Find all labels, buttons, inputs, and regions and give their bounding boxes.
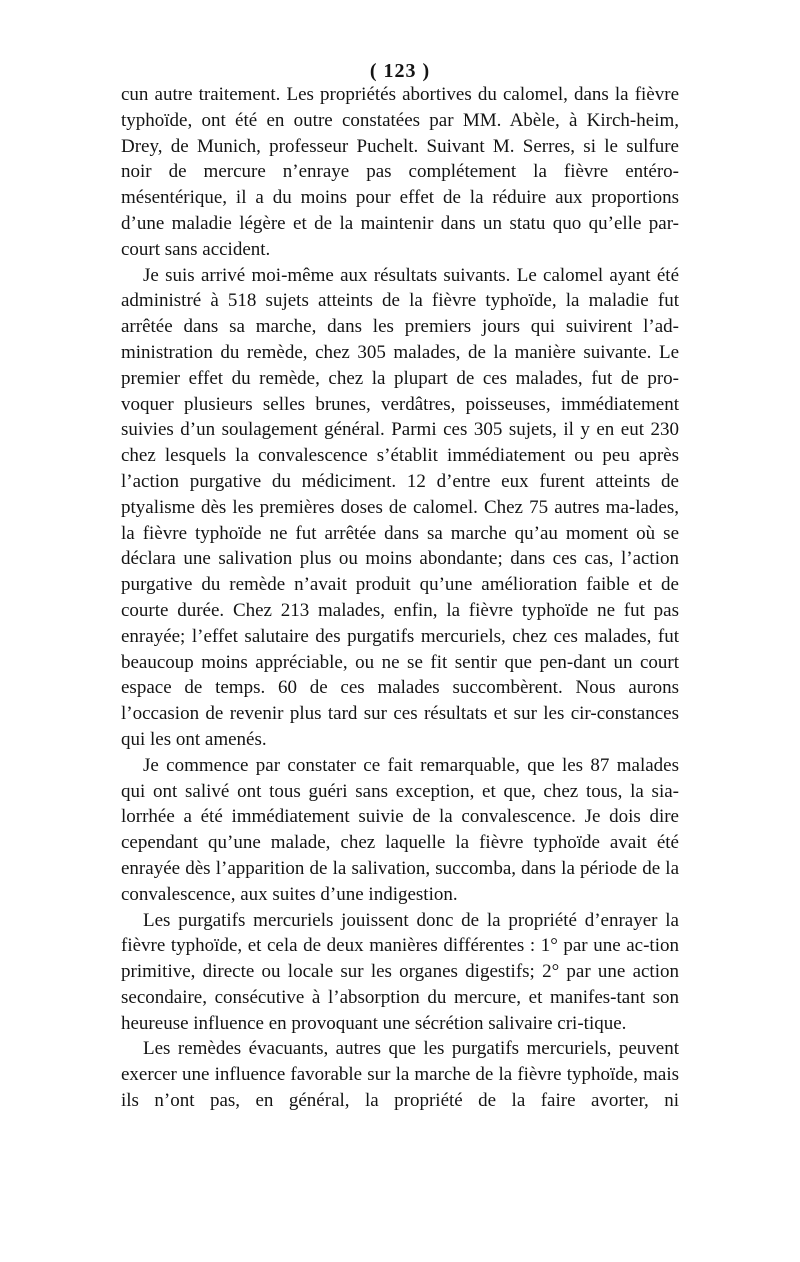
- body-text: [121, 82, 679, 1114]
- page-number: ( 123 ): [369, 60, 431, 82]
- paragraph-continuation: cun autre traitement. Les propriétés abortives du calomel, dans la fièvre typhoïde, ont été en outre constatées par MM. Abèle, à Kirch-heim, Drey, de Munich, professeur Puchelt. Suivant M. Serres, si le sulfure noir de mercure n’enraye pas complétement la fièvre entéro-mésentérique, il a du moins pour effet de la réduire aux proportions d’une maladie légère et de la maintenir dans un statu quo qu’elle par-court sans accident.: [121, 84, 679, 260]
- paragraph-evacuants: Les remèdes évacuants, autres que les purgatifs mercuriels, peuvent exercer une influence favorable sur la marche de la fièvre typhoïde, mais ils n’ont pas, en général, la propriété de la faire avorter, ni: [121, 1038, 679, 1112]
- paragraph-results: Je suis arrivé moi-même aux résultats suivants. Le calomel ayant été administré à 518 sujets atteints de la fièvre typhoïde, la maladie fut arrêtée dans sa marche, dans les premiers jours qui suivirent l’ad-ministration du remède, chez 305 malades, de la manière suivante. Le premier effet du remède, chez la plupart de ces malades, fut de pro-voquer plusieurs selles brunes, verdâtres, poisseuses, immédiatement suivies d’un soulagement général. Parmi ces 305 sujets, il y en eut 230 chez lesquels la convalescence s’établit immédiatement ou peu après l’action purgative du médiciment. 12 d’entre eux furent atteints de ptyalisme dès les premières doses de calomel. Chez 75 autres ma-lades, la fièvre typhoïde ne fut arrêtée dans sa marche qu’au moment où se déclara une salivation plus ou moins abondante; dans ces cas, l’action purgative du remède n’avait produit qu’une amélioration faible et de courte durée. Chez 213 malades, enfin, la fièvre typhoïde ne fut pas enrayée; l’effet salutaire des purgatifs mercuriels, chez ces malades, fut beaucoup moins appréciable, ou ne se fit sentir que pen-dant un court espace de temps. 60 de ces malades succombèrent. Nous aurons l’occasion de revenir plus tard sur ces résultats et sur les cir-constances qui les ont amenés.: [121, 264, 679, 750]
- paragraph-salivation: Je commence par constater ce fait remarquable, que les 87 malades qui ont salivé ont tous guéri sans exception, et que, chez tous, la sia-lorrhée a été immédiatement suivie de la convalescence. Je dois dire cependant qu’une malade, chez laquelle la fièvre typhoïde avait été enrayée dès l’apparition de la salivation, succomba, dans la période de la convalescence, aux suites d’une indigestion.: [121, 754, 679, 905]
- paragraph-purgatifs: Les purgatifs mercuriels jouissent donc de la propriété d’enrayer la fièvre typhoïde, et cela de deux manières différentes : 1° par une ac-tion primitive, directe ou locale sur les organes digestifs; 2° par une action secondaire, consécutive à l’absorption du mercure, et manifes-tant son heureuse influence en provoquant une sécrétion salivaire cri-tique.: [121, 909, 679, 1034]
